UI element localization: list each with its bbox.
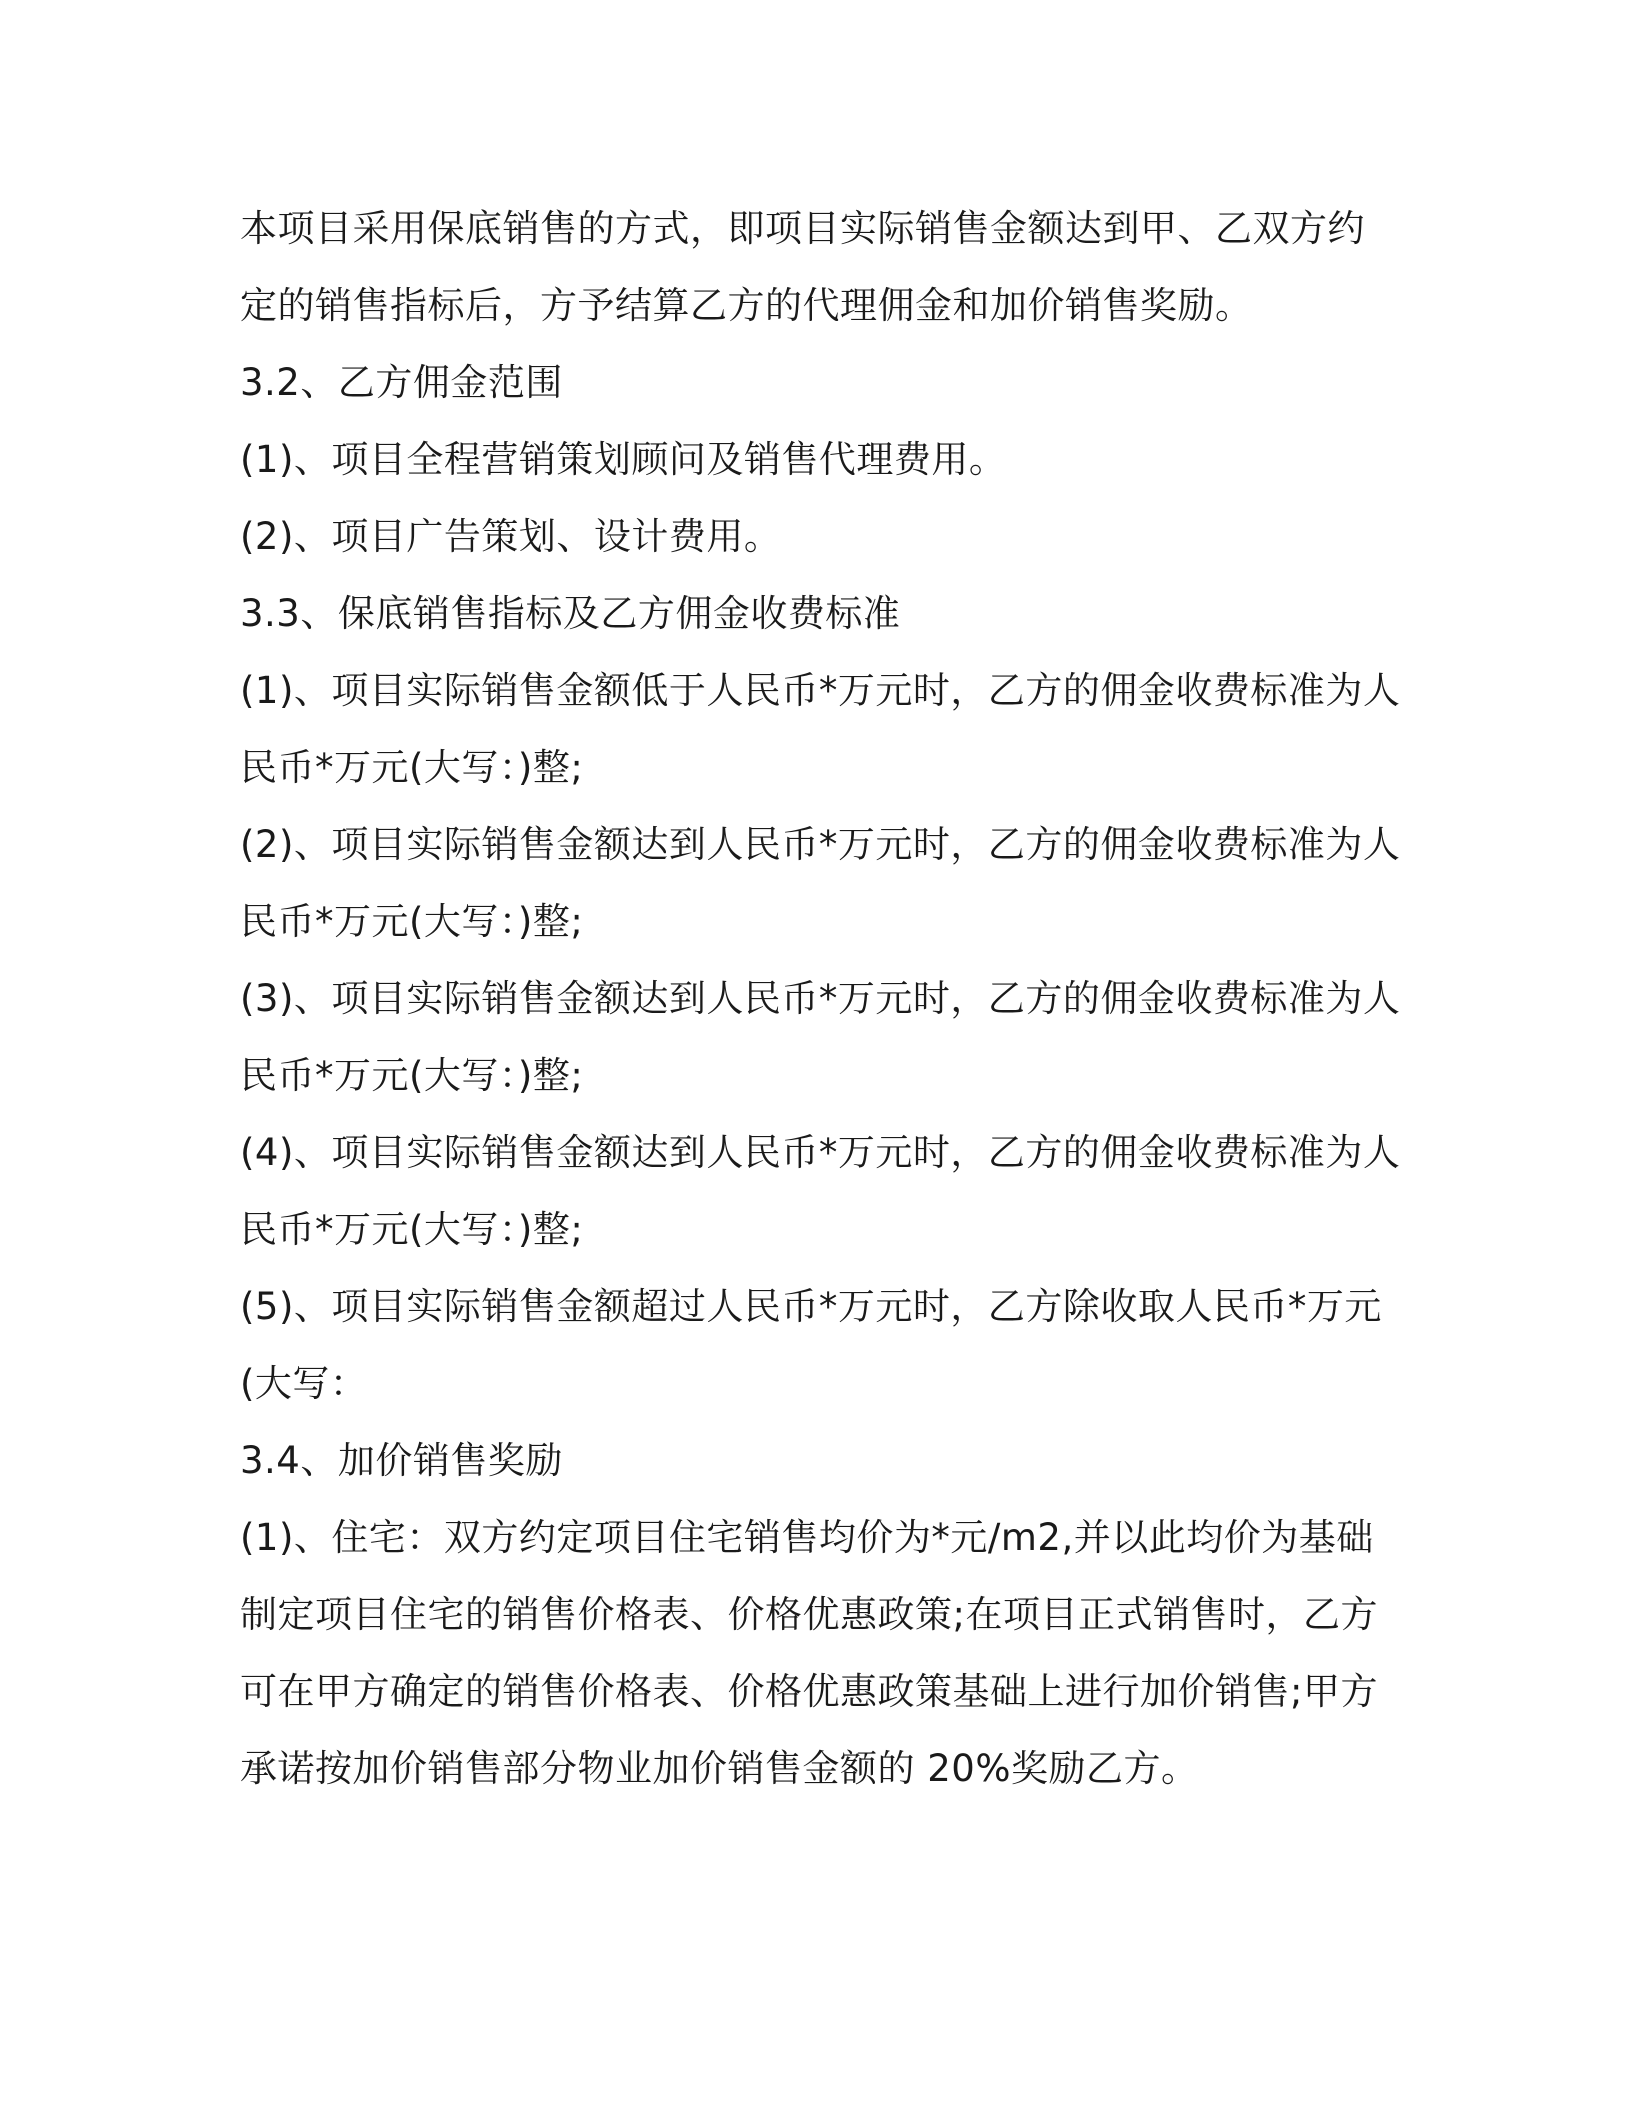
list-item-continuation: 民币*万元(大写：)整; [240,1054,584,1097]
list-item: (1)、项目实际销售金额低于人民币*万元时，乙方的佣金收费标准为人 [240,669,1401,712]
list-item-continuation: 民币*万元(大写：)整; [240,1208,584,1251]
document-body [240,190,1410,1807]
list-item-continuation: 可在甲方确定的销售价格表、价格优惠政策基础上进行加价销售;甲方 [240,1670,1378,1713]
section-heading: 3.4、加价销售奖励 [240,1439,563,1482]
list-item: (4)、项目实际销售金额达到人民币*万元时，乙方的佣金收费标准为人 [240,1131,1401,1174]
list-item-continuation: 承诺按加价销售部分物业加价销售金额的 20%奖励乙方。 [240,1747,1199,1790]
paragraph-line: 本项目采用保底销售的方式，即项目实际销售金额达到甲、乙双方约 [240,207,1365,250]
list-item: (3)、项目实际销售金额达到人民币*万元时，乙方的佣金收费标准为人 [240,977,1401,1020]
list-item-continuation: 制定项目住宅的销售价格表、价格优惠政策;在项目正式销售时，乙方 [240,1593,1378,1636]
section-heading: 3.3、保底销售指标及乙方佣金收费标准 [240,592,901,635]
list-item: (5)、项目实际销售金额超过人民币*万元时，乙方除收取人民币*万元 [240,1285,1382,1328]
paragraph-line: 定的销售指标后，方予结算乙方的代理佣金和加价销售奖励。 [240,284,1253,327]
list-item: (2)、项目实际销售金额达到人民币*万元时，乙方的佣金收费标准为人 [240,823,1401,866]
list-item: (1)、项目全程营销策划顾问及销售代理费用。 [240,438,1007,481]
list-item-continuation: 民币*万元(大写：)整; [240,900,584,943]
list-item: (1)、住宅：双方约定项目住宅销售均价为*元/m2,并以此均价为基础 [240,1516,1374,1559]
list-item: (2)、项目广告策划、设计费用。 [240,515,782,558]
list-item-continuation: (大写： [240,1362,368,1405]
section-heading: 3.2、乙方佣金范围 [240,361,563,404]
list-item-continuation: 民币*万元(大写：)整; [240,746,584,789]
